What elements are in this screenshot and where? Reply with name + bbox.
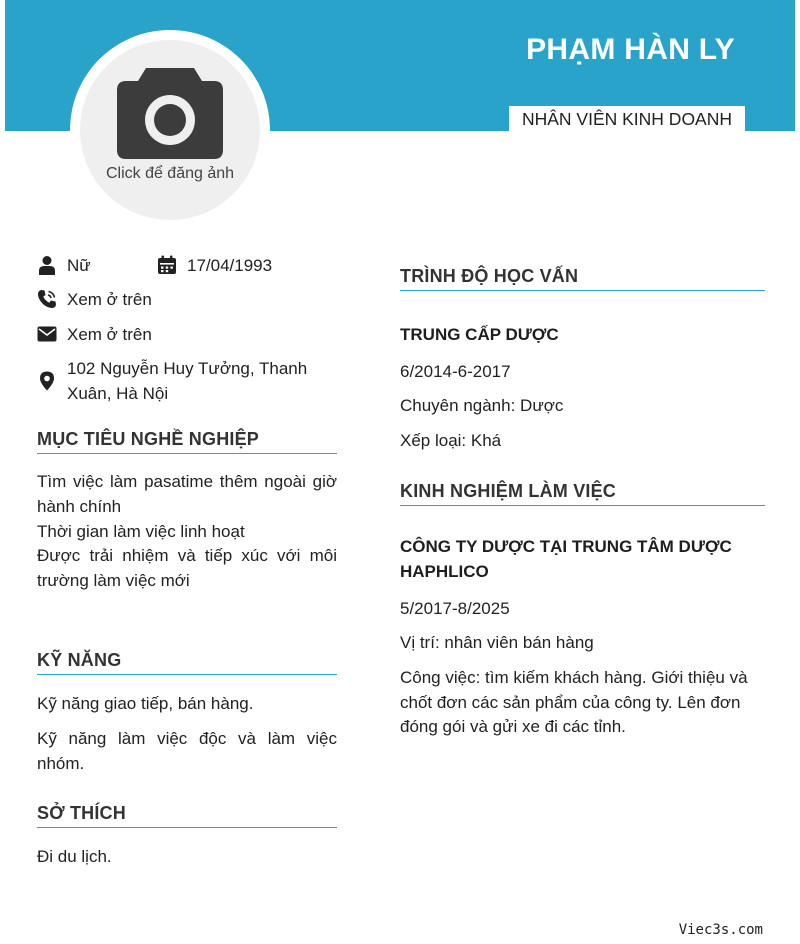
hobby-item: Đi du lịch.	[37, 847, 112, 866]
candidate-name: PHẠM HÀN LY	[526, 33, 735, 66]
experience-heading: KINH NGHIỆM LÀM VIỆC	[400, 481, 765, 506]
address-line-1: 102 Nguyễn Huy Tưởng, Thanh	[67, 359, 308, 378]
camera-icon	[116, 66, 224, 160]
objective-line-3: Được trải nhiệm và tiếp xúc với môi trường làm việc mới	[37, 546, 337, 590]
phone-value: Xem ở trên	[67, 290, 152, 309]
objective-line-2: Thời gian làm việc linh hoạt	[37, 522, 245, 541]
photo-upload[interactable]	[80, 40, 260, 220]
phone-icon	[37, 289, 57, 309]
person-icon	[37, 255, 57, 275]
education-school: TRUNG CẤP DƯỢC	[400, 325, 559, 344]
education-period: 6/2014-6-2017	[400, 362, 511, 381]
education-grade: Xếp loại: Khá	[400, 431, 502, 450]
objective-line-1: Tìm việc làm pasatime thêm ngoài giờ hành chính	[37, 472, 337, 516]
address-value	[67, 357, 337, 406]
experience-period: 5/2017-8/2025	[400, 599, 510, 618]
experience-duties: Công việc: tìm kiếm khách hàng. Giới thiệu và chốt đơn các sản phẩm của công ty. Lên đơn đóng gói và gửi xe đi các tỉnh.	[400, 668, 748, 736]
job-title: NHÂN VIÊN KINH DOANH	[509, 106, 745, 132]
education-heading: TRÌNH ĐỘ HỌC VẤN	[400, 266, 765, 291]
map-pin-icon	[37, 371, 57, 391]
skill-item: Kỹ năng làm việc độc và làm việc nhóm.	[37, 729, 337, 773]
address-line-2: Xuân, Hà Nội	[67, 383, 169, 403]
skills-heading: KỸ NĂNG	[37, 650, 337, 675]
experience-company: CÔNG TY DƯỢC TẠI TRUNG TÂM DƯỢC HAPHLICO	[400, 537, 732, 581]
birthday-value: 17/04/1993	[187, 256, 273, 275]
experience-position: Vị trí: nhân viên bán hàng	[400, 633, 594, 652]
envelope-icon	[37, 324, 57, 344]
calendar-icon	[157, 255, 177, 275]
education-major: Chuyên ngành: Dược	[400, 396, 564, 415]
hobbies-heading: SỞ THÍCH	[37, 803, 337, 828]
gender-value: Nữ	[67, 256, 91, 275]
email-value: Xem ở trên	[67, 325, 152, 344]
objective-heading: MỤC TIÊU NGHỀ NGHIỆP	[37, 429, 337, 454]
watermark: Viec3s.com	[678, 922, 763, 938]
skill-item: Kỹ năng giao tiếp, bán hàng.	[37, 694, 254, 713]
photo-upload-label: Click để đăng ảnh	[105, 165, 235, 182]
